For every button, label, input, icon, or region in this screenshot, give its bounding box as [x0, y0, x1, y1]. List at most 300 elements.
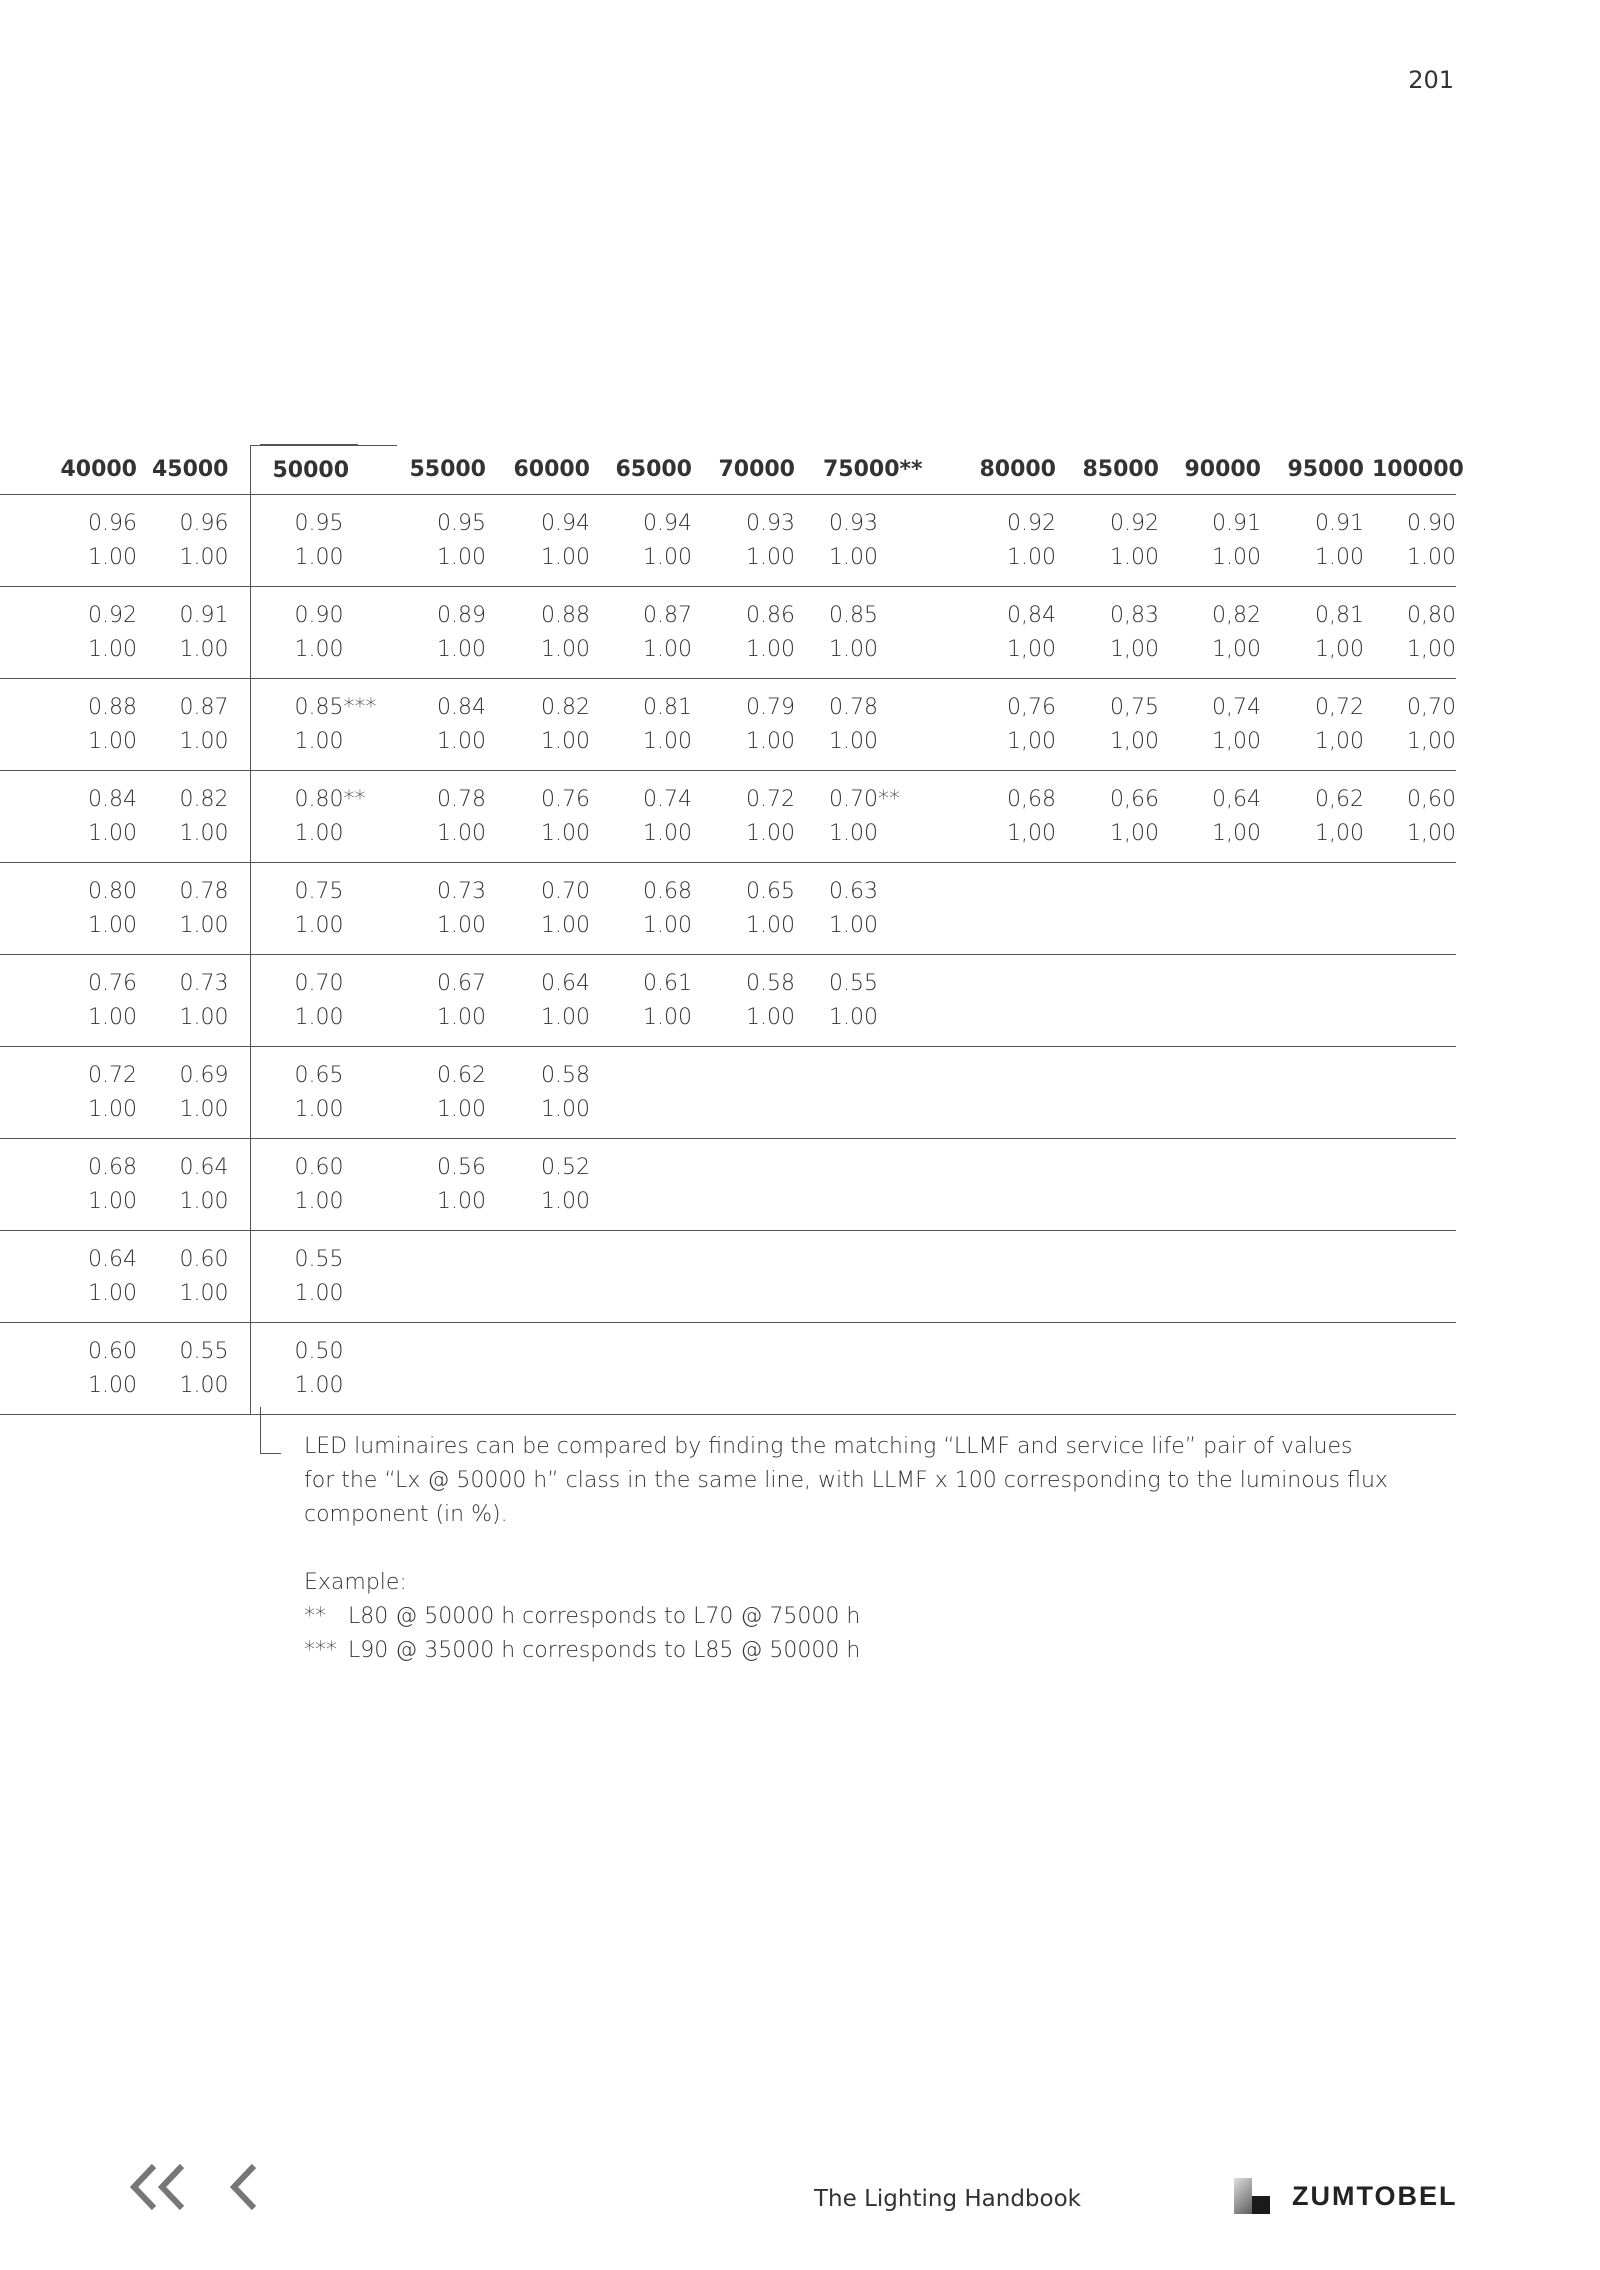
table-cell — [963, 771, 1064, 863]
llmf-value: 0.93 — [829, 510, 878, 536]
table-cell — [397, 679, 494, 771]
service-life-value: 1.00 — [746, 820, 795, 846]
llmf-value: 0.89 — [437, 602, 486, 628]
service-life-value: 1.00 — [179, 728, 229, 754]
table-row — [0, 679, 1456, 771]
table-cell — [700, 1047, 805, 1139]
table-cell — [963, 679, 1064, 771]
column-header: 65000 — [598, 446, 700, 495]
llmf-value: 0.82 — [541, 694, 590, 720]
service-life-value: 1.00 — [1007, 544, 1056, 570]
table-cell — [146, 771, 250, 863]
service-life-value: 1.00 — [746, 728, 795, 754]
service-life-value: 1.00 — [437, 912, 486, 938]
llmf-value: 0.64 — [179, 1154, 229, 1180]
table-cell — [805, 1231, 963, 1323]
llmf-value: 0.78 — [179, 878, 229, 904]
table-cell — [1064, 1047, 1167, 1139]
llmf-value: 0.91 — [179, 602, 229, 628]
table-cell — [598, 955, 700, 1047]
table-cell — [494, 1139, 598, 1231]
llmf-value: 0.81 — [643, 694, 692, 720]
chevron-left-icon[interactable] — [228, 2162, 260, 2216]
table-cell — [1269, 495, 1372, 587]
table-cell — [1269, 1323, 1372, 1415]
table-cell — [0, 1047, 146, 1139]
table-cell — [1167, 1047, 1269, 1139]
table-cell — [1372, 1323, 1456, 1415]
llmf-value: 0.93 — [746, 510, 795, 536]
example-text: L90 @ 35000 h corresponds to L85 @ 50000 h — [348, 1638, 861, 1663]
table-cell — [1269, 587, 1372, 679]
service-life-value: 1,00 — [1007, 636, 1056, 662]
llmf-value: 0,66 — [1110, 786, 1159, 812]
example-label: Example: — [304, 1570, 407, 1595]
service-life-value: 1,00 — [1007, 728, 1056, 754]
service-life-value: 1.00 — [88, 728, 137, 754]
service-life-value: 1.00 — [437, 728, 486, 754]
table-cell — [146, 863, 250, 955]
service-life-value: 1.00 — [541, 544, 590, 570]
service-life-value: 1.00 — [643, 820, 692, 846]
service-life-value: 1.00 — [541, 1096, 590, 1122]
table-cell — [146, 679, 250, 771]
table-cell — [397, 771, 494, 863]
service-life-value: 1.00 — [829, 912, 878, 938]
llmf-value: 0.84 — [437, 694, 486, 720]
table-row — [0, 1139, 1456, 1231]
service-life-value: 1.00 — [294, 912, 344, 938]
table-cell — [1064, 1139, 1167, 1231]
table-cell — [146, 587, 250, 679]
service-life-value: 1.00 — [179, 912, 229, 938]
service-life-value: 1.00 — [437, 1188, 486, 1214]
llmf-value: 0,68 — [1007, 786, 1056, 812]
service-life-value: 1.00 — [643, 728, 692, 754]
table-cell — [250, 1139, 397, 1231]
table-body — [0, 495, 1456, 1415]
llmf-value: 0,64 — [1212, 786, 1261, 812]
llmf-value: 0.50 — [294, 1338, 344, 1364]
table-cell — [1167, 955, 1269, 1047]
llmf-value: 0,80 — [1407, 602, 1456, 628]
table-cell — [805, 1323, 963, 1415]
llmf-value: 0.87 — [179, 694, 229, 720]
table-cell — [0, 863, 146, 955]
service-life-value: 1.00 — [437, 1096, 486, 1122]
column-header: 75000** — [805, 446, 963, 495]
table-cell — [0, 495, 146, 587]
service-life-value: 1.00 — [294, 636, 344, 662]
service-life-value: 1.00 — [179, 1096, 229, 1122]
table-cell — [250, 1323, 397, 1415]
service-life-value: 1,00 — [1407, 820, 1456, 846]
table-cell — [146, 1047, 250, 1139]
service-life-value: 1.00 — [746, 1004, 795, 1030]
example-item — [304, 1600, 1424, 1634]
table-cell — [805, 863, 963, 955]
note-line-1: LED luminaires can be compared by finding the matching “LLMF and service life” pair of values — [304, 1434, 1353, 1459]
table-cell — [250, 679, 397, 771]
service-life-value: 1.00 — [88, 544, 137, 570]
service-life-value: 1,00 — [1407, 728, 1456, 754]
table-cell — [963, 1139, 1064, 1231]
column-header: 70000 — [700, 446, 805, 495]
table-cell — [598, 679, 700, 771]
table-cell — [598, 587, 700, 679]
column-header: 90000 — [1167, 446, 1269, 495]
llmf-value: 0,72 — [1315, 694, 1364, 720]
llmf-value: 0.55 — [294, 1246, 344, 1272]
table-cell — [598, 1139, 700, 1231]
llmf-value: 0.70** — [829, 786, 900, 812]
llmf-value: 0.61 — [643, 970, 692, 996]
example-item — [304, 1634, 1424, 1668]
llmf-value: 0.72 — [746, 786, 795, 812]
llmf-value: 0.60 — [294, 1154, 344, 1180]
llmf-value: 0.80** — [294, 786, 366, 812]
table-cell — [700, 1139, 805, 1231]
column-header: 60000 — [494, 446, 598, 495]
table-cell — [700, 495, 805, 587]
table-cell — [397, 587, 494, 679]
service-life-value: 1,00 — [1212, 820, 1261, 846]
table-row — [0, 1231, 1456, 1323]
llmf-value: 0.79 — [746, 694, 795, 720]
table-cell — [1269, 955, 1372, 1047]
table-cell — [1269, 1231, 1372, 1323]
column-header: 95000 — [1269, 446, 1372, 495]
table-cell — [805, 587, 963, 679]
table-cell — [963, 587, 1064, 679]
table-cell — [598, 495, 700, 587]
service-life-value: 1.00 — [746, 544, 795, 570]
column-header: 80000 — [963, 446, 1064, 495]
llmf-value: 0.58 — [746, 970, 795, 996]
llmf-value: 0.88 — [541, 602, 590, 628]
table-cell — [1372, 1231, 1456, 1323]
service-life-value: 1.00 — [437, 636, 486, 662]
service-life-value: 1,00 — [1110, 636, 1159, 662]
service-life-value: 1,00 — [1212, 728, 1261, 754]
table-cell — [1064, 587, 1167, 679]
table-cell — [1064, 771, 1167, 863]
service-life-value: 1.00 — [437, 544, 486, 570]
service-life-value: 1.00 — [294, 1280, 344, 1306]
service-life-value: 1.00 — [179, 544, 229, 570]
table-cell — [1269, 771, 1372, 863]
table-row — [0, 587, 1456, 679]
service-life-value: 1.00 — [88, 912, 137, 938]
llmf-value: 0,83 — [1110, 602, 1159, 628]
service-life-value: 1.00 — [294, 1004, 344, 1030]
example-text: L80 @ 50000 h corresponds to L70 @ 75000 h — [348, 1604, 861, 1629]
service-life-value: 1.00 — [1212, 544, 1261, 570]
table-cell — [250, 1047, 397, 1139]
table-cell — [700, 679, 805, 771]
llmf-value: 0,62 — [1315, 786, 1364, 812]
table-cell — [0, 587, 146, 679]
table-cell — [494, 495, 598, 587]
table-cell — [1269, 863, 1372, 955]
llmf-value: 0.92 — [1007, 510, 1056, 536]
table-cell — [805, 1047, 963, 1139]
service-life-value: 1.00 — [643, 912, 692, 938]
brand-name: ZUMTOBEL — [1292, 2180, 1458, 2211]
service-life-value: 1.00 — [294, 820, 344, 846]
table-cell — [1372, 587, 1456, 679]
table-cell — [146, 495, 250, 587]
service-life-value: 1.00 — [88, 820, 137, 846]
table-cell — [397, 1139, 494, 1231]
footer-navigation — [126, 2162, 260, 2216]
llmf-value: 0,75 — [1110, 694, 1159, 720]
table-cell — [1064, 495, 1167, 587]
service-life-value: 1.00 — [294, 728, 344, 754]
service-life-value: 1.00 — [88, 1280, 137, 1306]
table-cell — [1372, 1047, 1456, 1139]
column-header: 40000 — [0, 446, 146, 495]
table-cell — [700, 587, 805, 679]
table-cell — [397, 1231, 494, 1323]
service-life-value: 1.00 — [541, 636, 590, 662]
llmf-value: 0.92 — [88, 602, 137, 628]
table-cell — [963, 955, 1064, 1047]
table-cell — [146, 1139, 250, 1231]
table-cell — [146, 1323, 250, 1415]
llmf-value: 0.95 — [437, 510, 486, 536]
service-life-value: 1.00 — [541, 1004, 590, 1030]
llmf-value: 0.60 — [88, 1338, 137, 1364]
llmf-value: 0.62 — [437, 1062, 486, 1088]
llmf-value: 0.76 — [88, 970, 137, 996]
llmf-value: 0,74 — [1212, 694, 1261, 720]
table-cell — [1167, 863, 1269, 955]
service-life-value: 1.00 — [179, 1280, 229, 1306]
brand — [1234, 2178, 1458, 2214]
table-cell — [805, 955, 963, 1047]
table-cell — [1064, 1231, 1167, 1323]
table-row — [0, 955, 1456, 1047]
table-header-row — [0, 446, 1456, 495]
table-cell — [963, 863, 1064, 955]
service-life-value: 1.00 — [643, 1004, 692, 1030]
llmf-value: 0.73 — [437, 878, 486, 904]
service-life-value: 1.00 — [541, 912, 590, 938]
table-cell — [1167, 1323, 1269, 1415]
table-cell — [0, 1139, 146, 1231]
llmf-value: 0.58 — [541, 1062, 590, 1088]
llmf-value: 0.85 — [829, 602, 878, 628]
llmf-value: 0.64 — [541, 970, 590, 996]
llmf-value: 0.67 — [437, 970, 486, 996]
llmf-value: 0.85*** — [294, 694, 377, 720]
service-life-value: 1.00 — [1110, 544, 1159, 570]
service-life-value: 1.00 — [437, 820, 486, 846]
service-life-value: 1.00 — [541, 728, 590, 754]
table-cell — [598, 1231, 700, 1323]
service-life-value: 1.00 — [829, 636, 878, 662]
service-life-value: 1.00 — [179, 1004, 229, 1030]
llmf-value: 0.75 — [294, 878, 344, 904]
service-life-value: 1.00 — [294, 1372, 344, 1398]
service-life-value: 1.00 — [643, 636, 692, 662]
table-cell — [494, 1323, 598, 1415]
table-cell — [146, 1231, 250, 1323]
table-cell — [397, 1047, 494, 1139]
table-cell — [250, 1231, 397, 1323]
service-life-value: 1.00 — [541, 1188, 590, 1214]
service-life-value: 1.00 — [179, 1188, 229, 1214]
service-life-value: 1,00 — [1007, 820, 1056, 846]
table-cell — [700, 863, 805, 955]
service-life-value: 1.00 — [829, 728, 878, 754]
table-cell — [1372, 771, 1456, 863]
service-life-value: 1.00 — [88, 1096, 137, 1122]
table-cell — [1372, 863, 1456, 955]
table-cell — [598, 1047, 700, 1139]
table-cell — [250, 587, 397, 679]
table-cell — [598, 863, 700, 955]
table-cell — [494, 955, 598, 1047]
llmf-value: 0.94 — [541, 510, 590, 536]
llmf-value: 0.60 — [179, 1246, 229, 1272]
table-cell — [1064, 955, 1167, 1047]
service-life-value: 1.00 — [746, 636, 795, 662]
table-cell — [700, 955, 805, 1047]
service-life-value: 1.00 — [179, 1372, 229, 1398]
double-chevron-left-icon[interactable] — [126, 2162, 188, 2216]
service-life-value: 1,00 — [1315, 820, 1364, 846]
table-cell — [598, 771, 700, 863]
table-cell — [1167, 771, 1269, 863]
llmf-value: 0.90 — [294, 602, 344, 628]
column-header: 85000 — [1064, 446, 1167, 495]
table-cell — [1372, 1139, 1456, 1231]
llmf-value: 0.76 — [541, 786, 590, 812]
table-cell — [494, 771, 598, 863]
table-cell — [0, 679, 146, 771]
service-life-value: 1.00 — [88, 1372, 137, 1398]
llmf-value: 0.52 — [541, 1154, 590, 1180]
service-life-value: 1,00 — [1315, 636, 1364, 662]
service-life-value: 1.00 — [294, 1188, 344, 1214]
llmf-value: 0,82 — [1212, 602, 1261, 628]
note-line-3: component (in %). — [304, 1502, 508, 1527]
table-cell — [805, 679, 963, 771]
llmf-value: 0.91 — [1315, 510, 1364, 536]
table-cell — [805, 495, 963, 587]
table-row — [0, 495, 1456, 587]
table-cell — [397, 863, 494, 955]
table-cell — [805, 1139, 963, 1231]
llmf-value: 0.64 — [88, 1246, 137, 1272]
llmf-table — [0, 445, 1464, 1415]
table-cell — [0, 1323, 146, 1415]
llmf-value: 0.80 — [88, 878, 137, 904]
table-cell — [963, 495, 1064, 587]
page-number: 201 — [1408, 66, 1454, 94]
service-life-value: 1.00 — [437, 1004, 486, 1030]
table-row — [0, 771, 1456, 863]
table-row — [0, 863, 1456, 955]
llmf-value: 0.78 — [437, 786, 486, 812]
column-header: 45000 — [146, 446, 250, 495]
table-cell — [1167, 1231, 1269, 1323]
service-life-value: 1.00 — [541, 820, 590, 846]
llmf-value: 0,76 — [1007, 694, 1056, 720]
llmf-value: 0.70 — [294, 970, 344, 996]
table-cell — [1269, 679, 1372, 771]
footer-title: The Lighting Handbook — [814, 2186, 1081, 2212]
llmf-value: 0.55 — [829, 970, 878, 996]
llmf-value: 0.70 — [541, 878, 590, 904]
llmf-value: 0.88 — [88, 694, 137, 720]
llmf-value: 0.84 — [88, 786, 137, 812]
table-cell — [1167, 679, 1269, 771]
table-cell — [1064, 863, 1167, 955]
service-life-value: 1.00 — [179, 636, 229, 662]
service-life-value: 1,00 — [1110, 820, 1159, 846]
table-cell — [1064, 1323, 1167, 1415]
note-bracket — [260, 1407, 281, 1454]
llmf-value: 0.86 — [746, 602, 795, 628]
table-cell — [494, 863, 598, 955]
service-life-value: 1.00 — [746, 912, 795, 938]
service-life-value: 1.00 — [643, 544, 692, 570]
table-cell — [805, 771, 963, 863]
llmf-value: 0,60 — [1407, 786, 1456, 812]
llmf-value: 0.73 — [179, 970, 229, 996]
table-cell — [250, 863, 397, 955]
llmf-value: 0.91 — [1212, 510, 1261, 536]
llmf-value: 0.68 — [643, 878, 692, 904]
table-cell — [0, 955, 146, 1047]
table-row — [0, 1047, 1456, 1139]
table-cell — [1167, 1139, 1269, 1231]
table-cell — [146, 955, 250, 1047]
table-cell — [397, 955, 494, 1047]
table-cell — [1167, 587, 1269, 679]
table-cell — [1167, 495, 1269, 587]
service-life-value: 1.00 — [88, 636, 137, 662]
table-cell — [963, 1231, 1064, 1323]
llmf-value: 0.95 — [294, 510, 344, 536]
table-cell — [397, 1323, 494, 1415]
llmf-value: 0.94 — [643, 510, 692, 536]
service-life-value: 1,00 — [1110, 728, 1159, 754]
service-life-value: 1,00 — [1212, 636, 1261, 662]
column-header: 55000 — [397, 446, 494, 495]
example-mark: ** — [304, 1604, 326, 1629]
note-line-2: for the “Lx @ 50000 h” class in the same line, with LLMF x 100 corresponding to the luminous flux — [304, 1468, 1388, 1493]
llmf-value: 0.72 — [88, 1062, 137, 1088]
table-cell — [1269, 1139, 1372, 1231]
table-cell — [494, 679, 598, 771]
llmf-value: 0.63 — [829, 878, 878, 904]
table-cell — [1064, 679, 1167, 771]
service-life-value: 1.00 — [294, 1096, 344, 1122]
table-cell — [700, 771, 805, 863]
service-life-value: 1.00 — [1315, 544, 1364, 570]
table-cell — [1372, 955, 1456, 1047]
llmf-value: 0.56 — [437, 1154, 486, 1180]
llmf-value: 0,81 — [1315, 602, 1364, 628]
table-cell — [1269, 1047, 1372, 1139]
table-cell — [0, 771, 146, 863]
table-cell — [494, 587, 598, 679]
llmf-value: 0.96 — [88, 510, 137, 536]
